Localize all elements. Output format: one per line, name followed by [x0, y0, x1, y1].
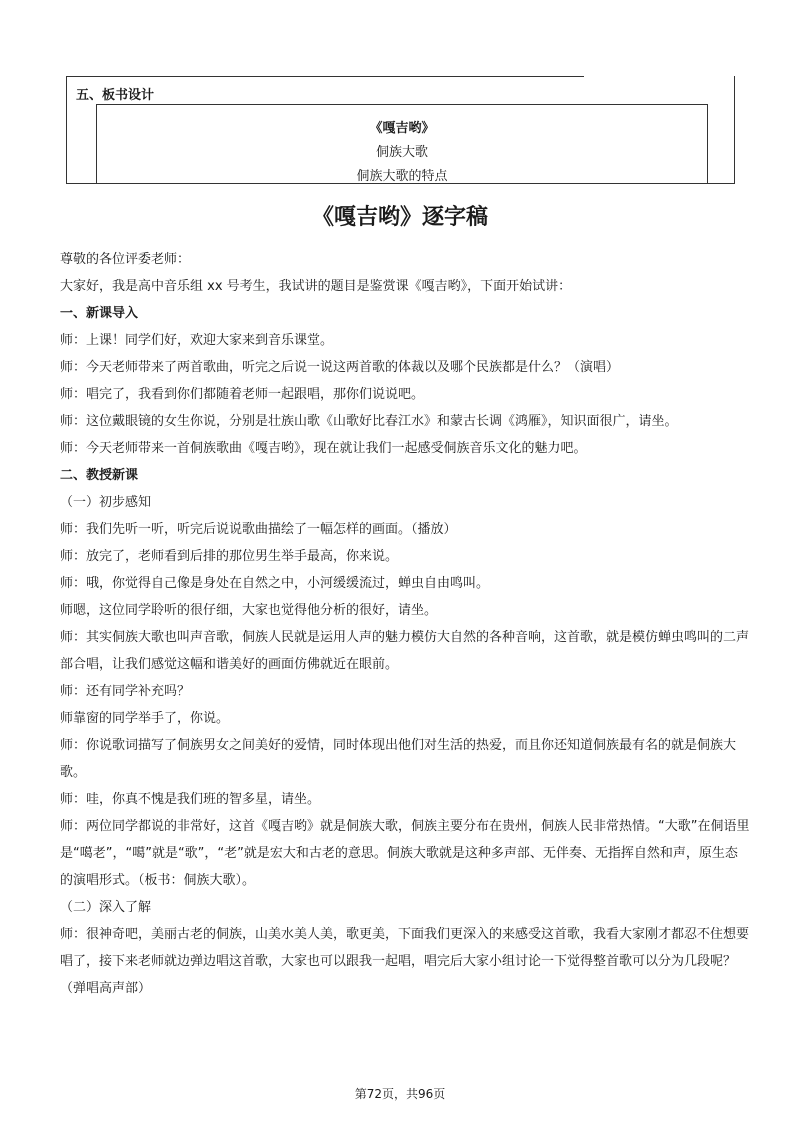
subheading-initial-perception: （一）初步感知	[60, 495, 152, 510]
paragraph-greeting: 尊敬的各位评委老师：	[60, 252, 191, 267]
paragraph: 师：两位同学都说的非常好，这首《嘎吉哟》就是侗族大歌，侗族主要分布在贵州，侗族人民非常热情。“大歌”在侗语里是“噶老”，“噶”就是“歌”，“老”就是宏大和古老的意思。侗族大歌就是这种多声部、无伴奏、无指挥自然和声，原生态的演唱形式。（板书：侗族大歌）。	[60, 819, 750, 888]
board-line-dong-grand-song: 侗族大歌	[375, 145, 428, 160]
section-board-design-title: 五、板书设计	[76, 88, 155, 103]
paragraph: 师：放完了，老师看到后排的那位男生举手最高，你来说。	[60, 549, 399, 564]
paragraph: 师：今天老师带来一首侗族歌曲《嘎吉哟》，现在就让我们一起感受侗族音乐文化的魅力吧。	[60, 441, 587, 456]
board-line-song-title: 《嘎吉哟》	[369, 121, 435, 136]
page-number: 第72页，共96页	[354, 1087, 446, 1101]
paragraph-intro: 大家好，我是高中音乐组 xx 号考生，我试讲的题目是鉴赏课《嘎吉哟》，下面开始试讲：	[60, 279, 572, 294]
paragraph: 师：你说歌词描写了侗族男女之间美好的爱情，同时体现出他们对生活的热爱，而且你还知道侗族最有名的就是侗族大歌。	[60, 738, 737, 780]
paragraph: 师：这位戴眼镜的女生你说，分别是壮族山歌《山歌好比春江水》和蒙古长调《鸿雁》，知识面很广，请坐。	[60, 414, 678, 429]
board-line-features: 侗族大歌的特点	[356, 169, 448, 184]
paragraph: 师嗯，这位同学聆听的很仔细，大家也觉得他分析的很好，请坐。	[60, 603, 438, 618]
paragraph: 师：其实侗族大歌也叫声音歌，侗族人民就是运用人声的魅力模仿大自然的各种音响，这首歌，就是模仿蝉虫鸣叫的二声部合唱，让我们感觉这幅和谐美好的画面仿佛就近在眼前。	[60, 630, 750, 672]
board-design-top-rule	[66, 76, 584, 77]
paragraph: 师：还有同学补充吗？	[60, 684, 191, 699]
paragraph: 师：哦，你觉得自己像是身处在自然之中，小河缓缓流过，蝉虫自由鸣叫。	[60, 576, 490, 591]
transcript-body	[60, 246, 750, 1002]
paragraph: 师：哇，你真不愧是我们班的智多星，请坐。	[60, 792, 321, 807]
heading-teach-new-lesson: 二、教授新课	[60, 468, 139, 483]
paragraph: 师：上课！同学们好，欢迎大家来到音乐课堂。	[60, 333, 334, 348]
heading-new-lesson-intro: 一、新课导入	[60, 306, 139, 321]
paragraph: 师靠窗的同学举手了，你说。	[60, 711, 230, 726]
subheading-deep-understanding: （二）深入了解	[60, 900, 152, 915]
document-title: 《嘎吉哟》逐字稿	[311, 204, 488, 230]
paragraph: 师：唱完了，我看到你们都随着老师一起跟唱，那你们说说吧。	[60, 387, 425, 402]
paragraph: 师：我们先听一听，听完后说说歌曲描绘了一幅怎样的画面。（播放）	[60, 522, 457, 537]
paragraph: 师：今天老师带来了两首歌曲，听完之后说一说这两首歌的体裁以及哪个民族都是什么？（演唱）	[60, 360, 620, 375]
board-design-box	[96, 104, 708, 184]
paragraph: 师：很神奇吧，美丽古老的侗族，山美水美人美，歌更美，下面我们更深入的来感受这首歌，我看大家刚才都忍不住想要唱了，接下来老师就边弹边唱这首歌，大家也可以跟我一起唱，唱完后大家小组讨论一下觉得整首歌可以分为几段呢？（弹唱高声部）	[60, 927, 750, 996]
